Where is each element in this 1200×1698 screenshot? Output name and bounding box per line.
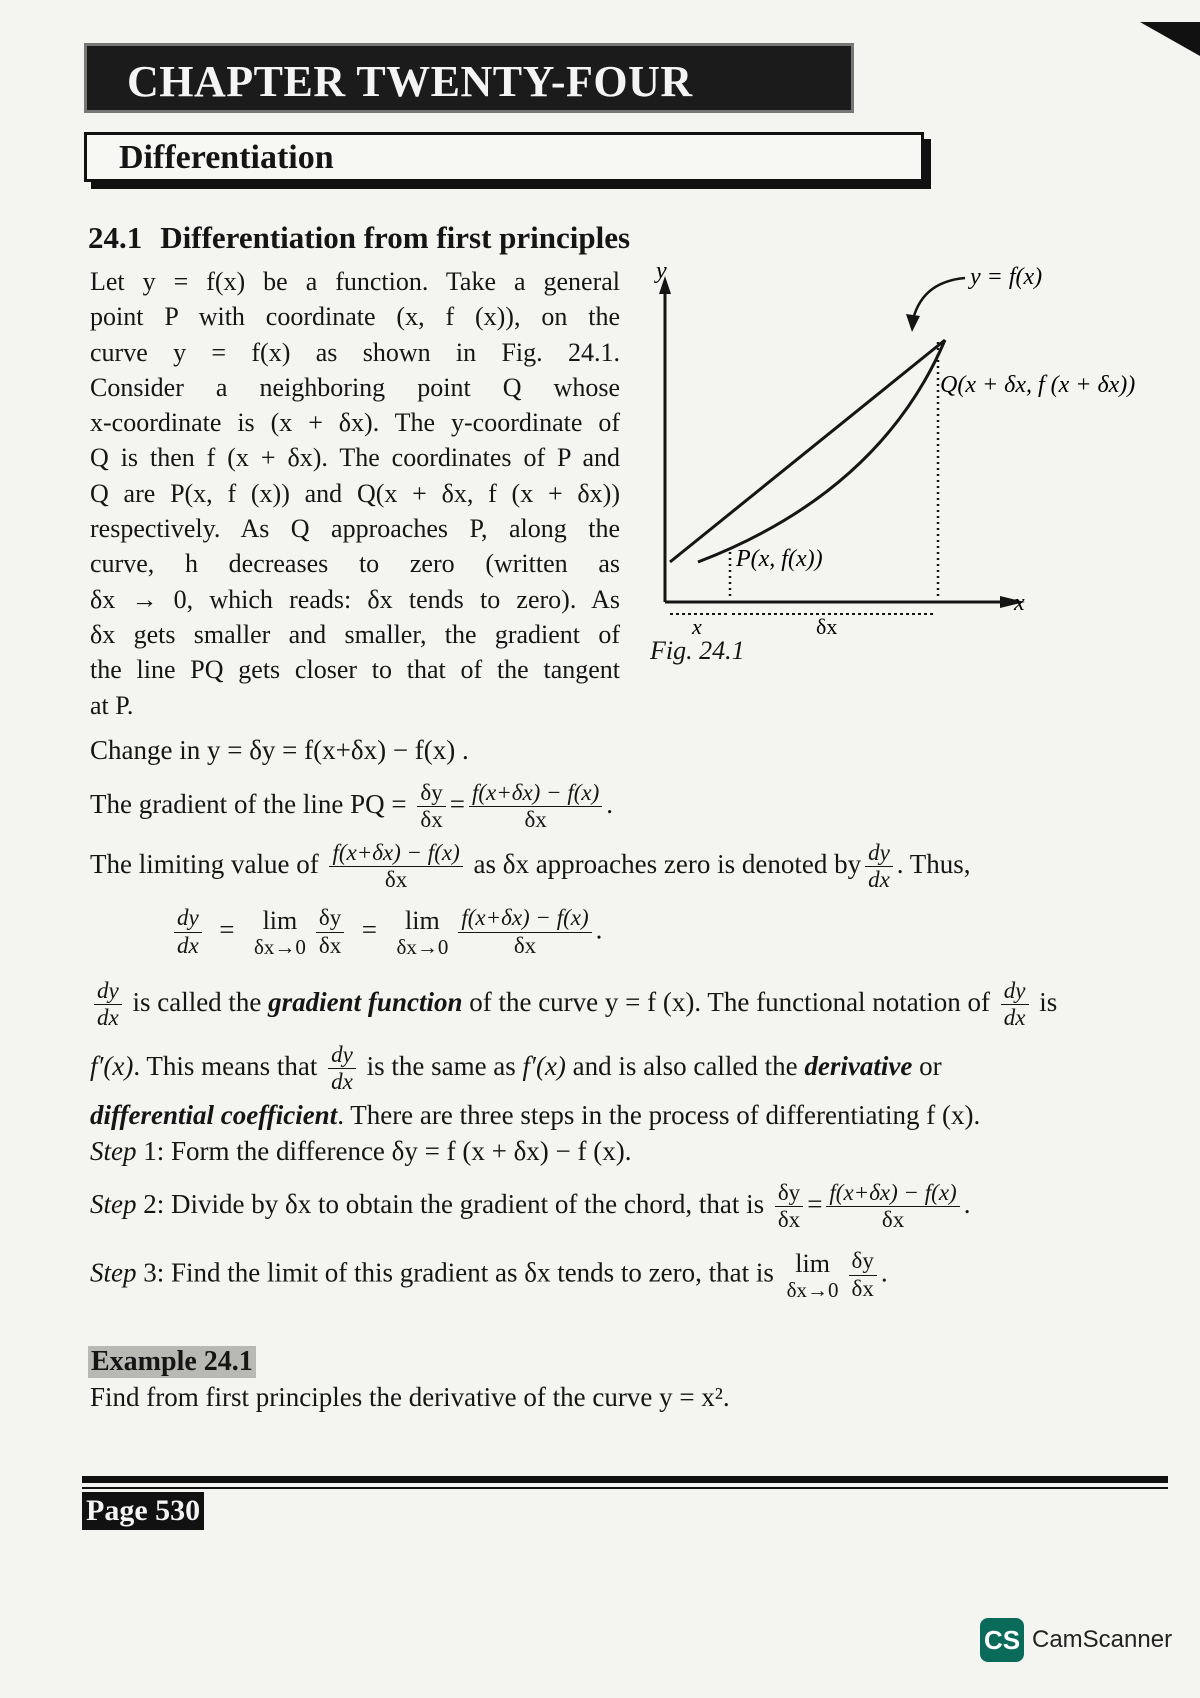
example-text: Find from first principles the derivative of the curve y = x². <box>90 1382 730 1412</box>
dy-dx-fraction <box>328 1042 356 1096</box>
difference-quotient-fraction <box>469 780 602 834</box>
page-corner-mark <box>1140 22 1200 56</box>
fraction-numerator: δy <box>417 780 445 807</box>
fraction-denominator: dx <box>868 867 890 893</box>
fraction-denominator: dx <box>1003 1005 1026 1031</box>
fraction-numerator: dy <box>94 978 122 1005</box>
fraction-numerator: dy <box>328 1042 356 1069</box>
difference-quotient-fraction <box>329 840 462 894</box>
step-word: Step <box>90 1136 137 1166</box>
limiting-prefix: The limiting value of <box>90 849 319 880</box>
chapter-title: CHAPTER TWENTY-FOUR <box>127 57 693 106</box>
fraction-denominator: δx <box>777 1207 801 1233</box>
point-q-label: Q(x + δx, f (x + δx)) <box>940 372 1136 398</box>
f-prime: f′(x) <box>90 1051 134 1082</box>
x-axis-label: x <box>1014 590 1025 616</box>
fraction-numerator: δy <box>775 1180 803 1207</box>
intro-line: x-coordinate is (x + δx). The y-coordinate of <box>90 408 620 438</box>
intro-line: curve, h decreases to zero (written as <box>90 549 620 579</box>
figure-24-1 <box>640 262 1180 682</box>
intro-line: the line PQ gets closer to that of the tangent <box>90 655 620 685</box>
limit-subscript: δx→0 <box>396 935 449 960</box>
limit-operator <box>787 1248 839 1302</box>
same-as-text: is the same as <box>366 1051 516 1082</box>
limit-operator <box>254 905 306 959</box>
page-number-label: Page 530 <box>82 1492 204 1530</box>
curve <box>698 340 945 562</box>
fraction-denominator: dx <box>97 1005 119 1031</box>
thus-text: . Thus, <box>896 849 971 880</box>
fraction-denominator: dx <box>331 1069 353 1095</box>
gradient-prefix: The gradient of the line PQ = <box>90 789 407 820</box>
fraction-numerator: f(x+δx) − f(x) <box>826 1180 959 1207</box>
intro-line: Consider a neighboring point Q whose <box>90 372 620 402</box>
gradient-function-term: gradient function <box>268 987 463 1018</box>
fraction-denominator: δx <box>420 807 443 833</box>
limit-word: lim <box>262 906 298 935</box>
step-1-line <box>90 1136 632 1167</box>
limiting-middle: as δx approaches zero is denoted by <box>473 849 862 880</box>
fraction-numerator: dy <box>865 840 893 867</box>
dy-dx-fraction <box>865 840 893 894</box>
dy-dx-fraction <box>174 905 202 959</box>
step-2-line: Step 2: Divide by δx to obtain the gradient of the chord, that is $\frac{\delta y}{\delta x}$ = $\frac{f(x+\delta x) - f(x)}{\delta x}$ . <box>90 1180 971 1233</box>
intro-line: curve y = f(x) as shown in Fig. 24.1. <box>90 337 620 367</box>
curve-label-arrowhead <box>906 314 920 332</box>
dy-dx-fraction <box>1001 978 1029 1032</box>
f-prime: f′(x) <box>522 1051 566 1082</box>
fraction-denominator: dx <box>177 932 199 958</box>
dx-dim-label: δx <box>816 614 838 639</box>
intro-line: respectively. As Q approaches P, along the <box>90 514 620 544</box>
dy-dx-fraction <box>94 978 122 1032</box>
limit-word: lim <box>795 1249 830 1278</box>
fraction-numerator: dy <box>1001 978 1029 1005</box>
intro-line: Let y = f(x) be a function. Take a general <box>90 267 620 296</box>
step-1-text: 1: Form the difference δy = f (x + δx) − f (x). <box>143 1136 632 1166</box>
gradient-function-text-2: of the curve y = f (x). The functional notation of <box>469 987 991 1018</box>
intro-line: Q are P(x, f (x)) and Q(x + δx, f (x + δx)) <box>90 478 620 508</box>
fraction-numerator: δy <box>849 1248 877 1275</box>
point-p-label: P(x, f(x)) <box>736 546 823 572</box>
intro-line: at P. <box>90 690 134 720</box>
limiting-value-line <box>90 840 971 894</box>
step-3-line: Step 3: Find the limit of this gradient as δx tends to zero, that is lim δx→0 $\frac{\delta y}{\delta x}$ . <box>90 1248 888 1303</box>
step-3-text: 3: Find the limit of this gradient as δx tends to zero, that is <box>143 1257 774 1288</box>
three-steps-text: . There are three steps in the process of differentiating f (x). <box>337 1100 981 1130</box>
intro-line: δx gets smaller and smaller, the gradient of <box>90 619 620 649</box>
chapter-banner <box>84 43 854 113</box>
example-label: Example 24.1 <box>88 1346 256 1378</box>
fraction-denominator: δx <box>513 932 537 958</box>
limit-definition-line: $\frac{dy}{dx}$ = lim δx→0 $\frac{\delta y}{\delta x}$ = lim δx→0 $\frac{f(x+\delta x) - f(x)}{\delta x}$ . <box>170 905 602 959</box>
intro-line: δx → 0, which reads: δx tends to zero). As <box>90 584 620 614</box>
curve-label: y = f(x) <box>970 264 1043 290</box>
intro-paragraph <box>90 264 620 723</box>
topic-box <box>84 132 924 182</box>
fraction-denominator: δx <box>318 932 342 958</box>
limit-word: lim <box>405 906 440 935</box>
dy-over-dx-fraction <box>316 905 344 959</box>
or-word: or <box>919 1051 942 1082</box>
is-word: is <box>1039 987 1058 1018</box>
fraction-numerator: f(x+δx) − f(x) <box>329 840 462 867</box>
limit-subscript: δx→0 <box>786 1278 839 1303</box>
gradient-function-line <box>90 978 1057 1032</box>
fraction-numerator: dy <box>174 905 202 932</box>
means-text: . This means that <box>133 1051 318 1082</box>
intro-line: point P with coordinate (x, f (x)), on the <box>90 302 620 332</box>
footer-rule-thin <box>82 1487 1168 1489</box>
curve-label-arrow <box>912 278 965 324</box>
differential-coefficient-term: differential coefficient <box>90 1100 338 1130</box>
gradient-pq-line: The gradient of the line PQ = $\frac{\delta y}{\delta x}$ = $\frac{f(x+\delta x) - f(x)}{\delta x}$ . <box>90 780 614 833</box>
section-number: 24.1 <box>88 220 143 255</box>
y-axis-label: y <box>656 262 667 284</box>
fraction-numerator: f(x+δx) − f(x) <box>458 905 591 932</box>
derivative-line <box>90 1042 942 1096</box>
x-dim-label: x <box>692 614 702 639</box>
intro-line: Q is then f (x + δx). The coordinates of P and <box>90 443 620 473</box>
step-word: Step <box>90 1189 137 1220</box>
limit-subscript: δx→0 <box>253 935 306 960</box>
fraction-denominator: δx <box>384 867 408 893</box>
difference-quotient-fraction <box>826 1180 959 1234</box>
step-2-text: 2: Divide by δx to obtain the gradient of the chord, that is <box>143 1189 765 1220</box>
dy-over-dx-fraction <box>849 1248 877 1302</box>
difference-quotient-fraction <box>458 905 591 959</box>
derivative-term: derivative <box>804 1051 913 1082</box>
topic-title: Differentiation <box>119 139 334 176</box>
camscanner-logo-icon: CS <box>980 1618 1024 1662</box>
footer-rule <box>82 1476 1168 1483</box>
fraction-denominator: δx <box>524 807 547 833</box>
fraction-numerator: δy <box>316 905 344 932</box>
gradient-function-text-1: is called the <box>132 987 262 1018</box>
differential-coefficient-line <box>90 1100 980 1131</box>
change-in-y-line: Change in y = δy = f(x+δx) − f(x) . <box>90 735 469 765</box>
dy-over-dx-fraction <box>775 1180 803 1234</box>
dy-over-dx-fraction <box>417 780 445 834</box>
limit-operator <box>396 905 448 959</box>
camscanner-text: CamScanner <box>1032 1626 1173 1653</box>
also-called-text: and is also called the <box>572 1051 798 1082</box>
fraction-denominator: δx <box>851 1275 874 1301</box>
section-heading <box>88 220 630 256</box>
section-title: Differentiation from first principles <box>160 220 631 255</box>
fraction-numerator: f(x+δx) − f(x) <box>469 780 602 807</box>
figure-caption: Fig. 24.1 <box>650 636 745 665</box>
chord-pq <box>670 340 945 562</box>
step-word: Step <box>90 1257 137 1288</box>
fraction-denominator: δx <box>881 1207 905 1233</box>
